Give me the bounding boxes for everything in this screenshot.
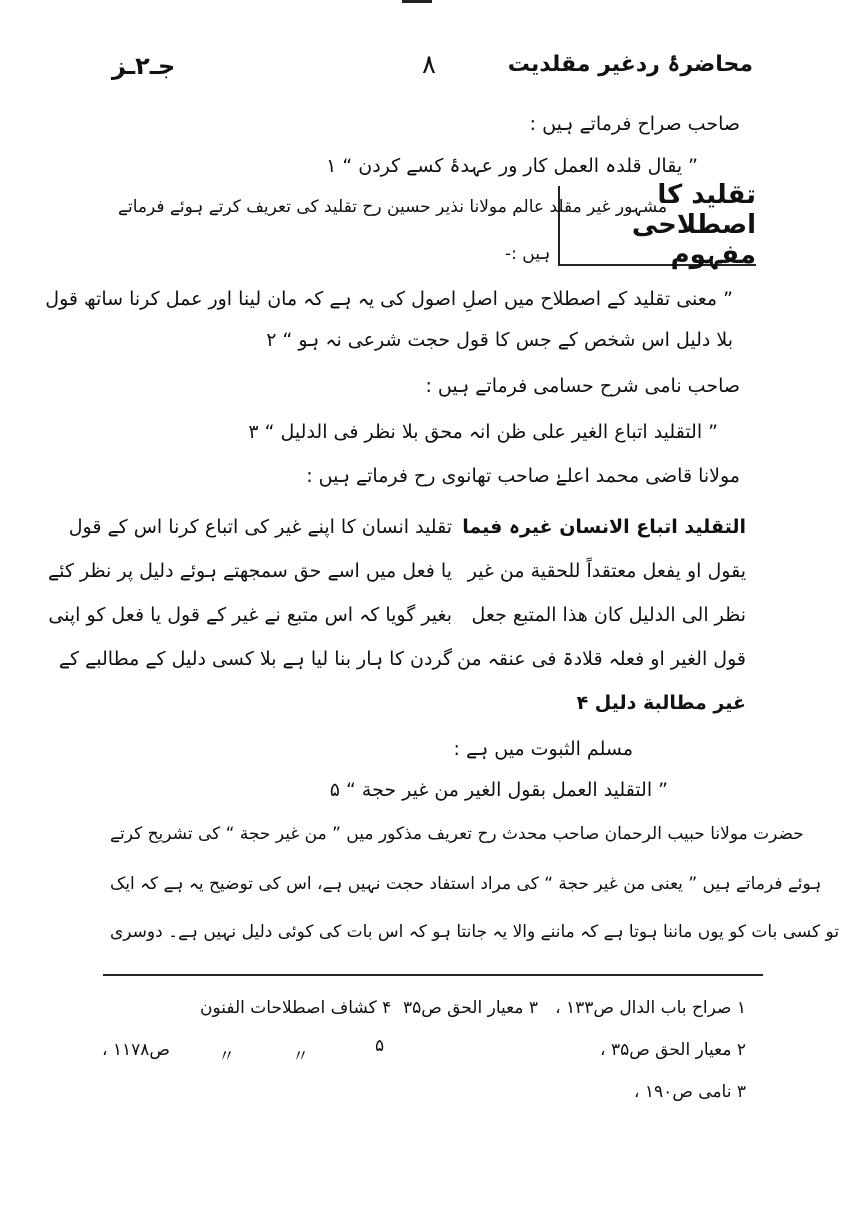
body-line: مشہور غیر مقلد عالم مولانا نذیر حسین رح تقلید کی تعریف کرتے ہوئے فرماتے	[118, 197, 668, 217]
quote-line: ” معنی تقلید کے اصطلاح میں اصلِ اصول کی یہ ہے کہ مان لینا اور عمل کرنا ساتھ قول	[45, 288, 733, 310]
footnote: ۴ کشاف اصطلاحات الفنون	[200, 998, 392, 1018]
arabic-line: یقول او یفعل معتقداً للحقیة من غیر	[467, 560, 746, 582]
arabic-column	[416, 505, 746, 725]
body-line: ہوئے فرماتے ہیں ” یعنی من غیر حجة “ کی مراد استفاد حجت نہیں ہے، اس کی توضیح یہ ہے کہ ایک	[110, 874, 822, 894]
footnote: ۳ معیار الحق ص۳۵	[402, 998, 538, 1018]
body-line: صاحب نامی شرح حسامی فرماتے ہیں :	[425, 375, 740, 397]
footnote: ۵	[375, 1036, 385, 1056]
quote-line: ” التقلید اتباع الغیر علی ظن انہ محق بلا نظر فی الدلیل “ ۳	[248, 421, 718, 443]
section-heading: تقلید کا اصطلاحی مفہوم	[631, 180, 756, 270]
arabic-line: نظر الی الدلیل کان ھذا المتبع جعل	[471, 604, 746, 626]
arabic-line: قول الغیر او فعلہ قلادۃ فی عنقہ من	[457, 648, 746, 670]
footnote: ۱ صراح باب الدال ص۱۳۳ ،	[555, 998, 746, 1018]
header-volume: جـ۲ـز	[112, 52, 176, 80]
arabic-line: التقلید اتباع الانسان غیرہ فیما	[462, 516, 746, 538]
urdu-column	[48, 505, 452, 681]
page-number: ۸	[422, 50, 436, 80]
body-line: تو کسی بات کو یوں ماننا ہوتا ہے کہ ماننے والا یہ جانتا ہو کہ اس بات کی کوئی دلیل نہیں ہے۔ دوسری	[110, 922, 840, 942]
urdu-line: بغیر گویا کہ اس متبع نے غیر کے قول یا فعل کو اپنی	[48, 604, 452, 626]
body-line: مولانا قاضی محمد اعلےٰ صاحب تھانوی رح فرماتے ہیں :	[306, 465, 740, 487]
body-line: ہیں :-	[505, 244, 551, 264]
header-title: محاضرۂ ردغیر مقلدیت	[507, 52, 753, 77]
footnote: ص۱۱۷۸ ،	[102, 1040, 170, 1060]
body-line: حضرت مولانا حبیب الرحمان صاحب محدث رح تعریف مذکور میں ” من غیر حجة “ کی تشریح کرتے	[110, 824, 804, 844]
urdu-line: یا فعل میں اسے حق سمجھتے ہوئے دلیل پر نظر کئے	[48, 560, 452, 582]
quote-line: بلا دلیل اس شخص کے جس کا قول حجت شرعی نہ ہو “ ۲	[266, 329, 733, 351]
footnote-divider	[103, 974, 763, 976]
arabic-line: غیر مطالبة دلیل ۴	[576, 692, 746, 714]
footnote: ۲ معیار الحق ص۳۵ ،	[600, 1040, 746, 1060]
top-scan-mark	[402, 0, 432, 3]
ditto-mark: 〃	[218, 1047, 235, 1067]
body-line: مسلم الثبوت میں ہے :	[453, 738, 633, 760]
urdu-line: تقلید انسان کا اپنے غیر کی اتباع کرنا اس کے قول	[68, 516, 452, 538]
body-line: ” یقال قلدہ العمل کار ور عہدۂ کسے کردن “ ۱	[326, 155, 698, 177]
quote-line: ” التقلید العمل بقول الغیر من غیر حجة “ ۵	[329, 779, 668, 801]
body-line: صاحب صراح فرماتے ہیں :	[529, 113, 740, 135]
footnote: ۳ نامی ص۱۹۰ ،	[634, 1082, 746, 1102]
urdu-line: گردن کا ہار بنا لیا ہے بلا کسی دلیل کے مطالبے کے	[58, 648, 452, 670]
ditto-mark: 〃	[292, 1047, 309, 1067]
